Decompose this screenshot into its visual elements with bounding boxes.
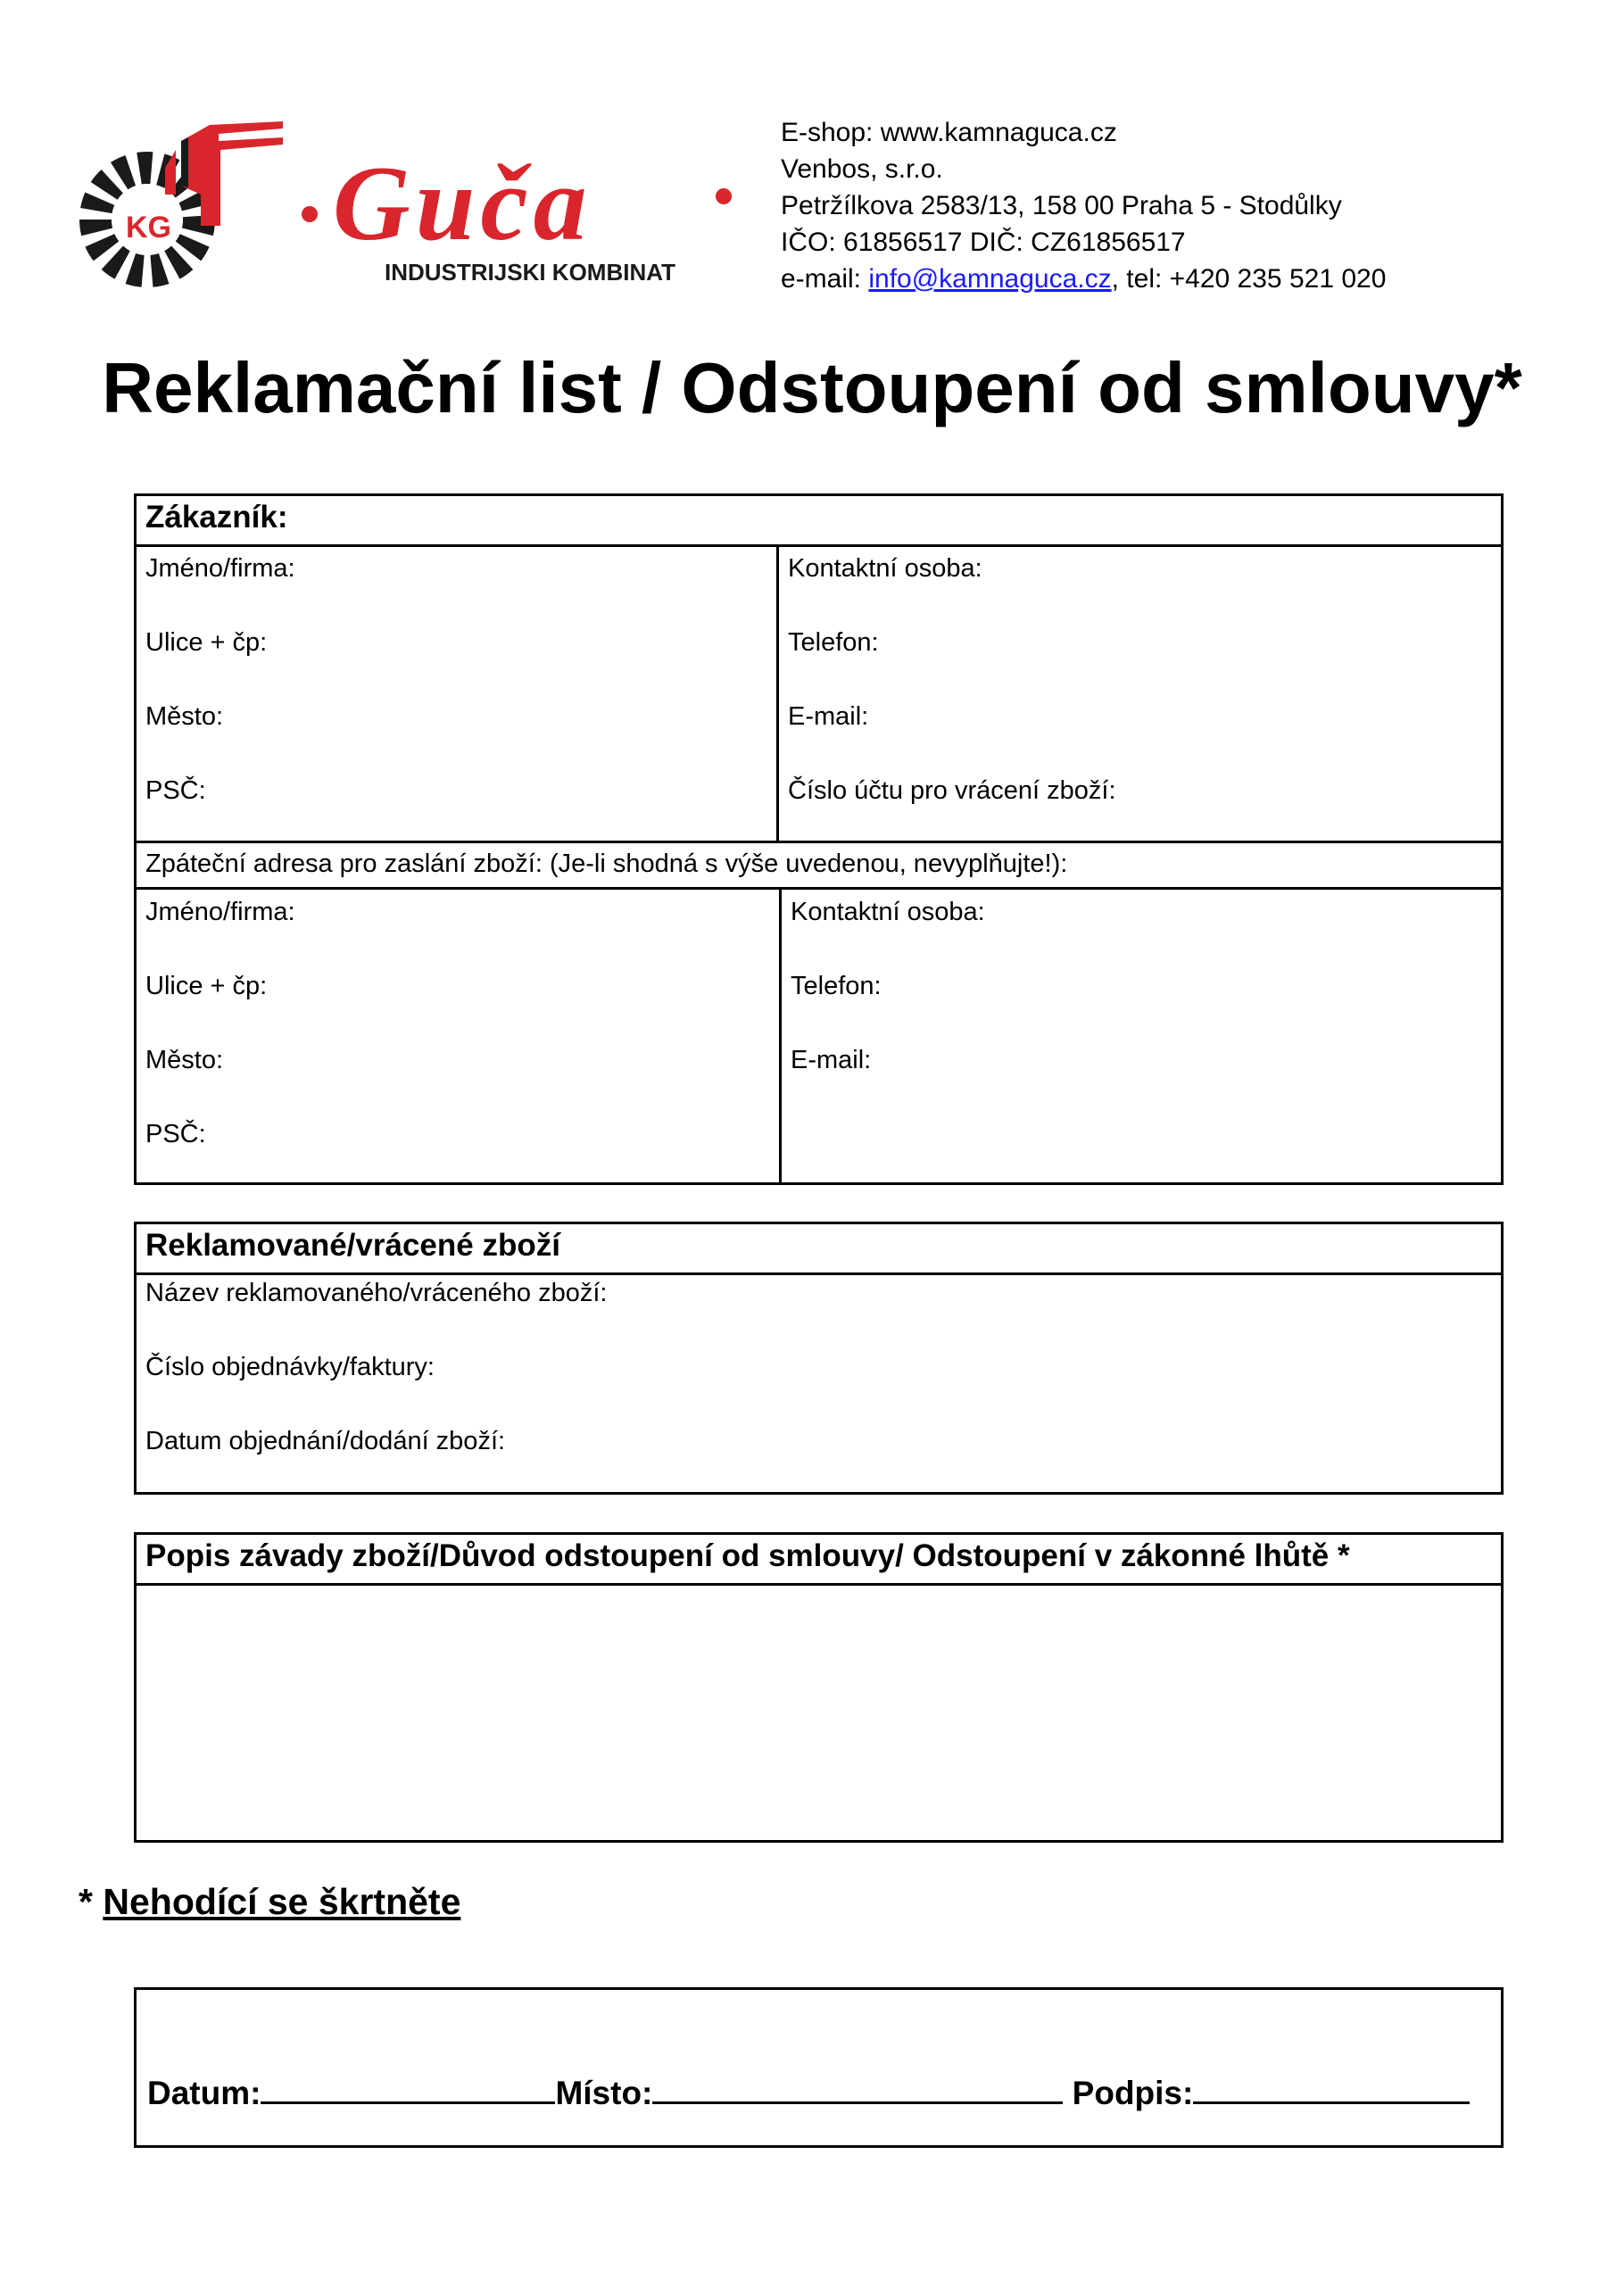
email-link[interactable]: info@kamnaguca.cz <box>868 264 1112 294</box>
customer-street-label[interactable]: Ulice + čp: <box>145 628 268 657</box>
page-title: Reklamační list / Odstoupení od smlouvy* <box>102 348 1522 427</box>
customer-city-label[interactable]: Město: <box>145 702 224 731</box>
return-street-label[interactable]: Ulice + čp: <box>145 972 268 1000</box>
defect-description-area[interactable] <box>137 1586 1501 1840</box>
goods-heading: Reklamované/vrácené zboží <box>137 1224 1501 1275</box>
phone-text: , tel: +420 235 521 020 <box>1111 264 1387 294</box>
defect-box <box>134 1532 1504 1843</box>
customer-heading: Zákazník: <box>137 496 1501 547</box>
note-text: Nehodící se škrtněte <box>103 1881 461 1922</box>
gear-emblem-icon <box>95 121 283 271</box>
company-name: Venbos, s.r.o. <box>781 154 943 184</box>
customer-name-label[interactable]: Jméno/firma: <box>145 554 295 583</box>
column-divider <box>776 544 779 841</box>
note-asterisk: * <box>79 1881 104 1922</box>
customer-account-label[interactable]: Číslo účtu pro vrácení zboží: <box>788 776 1116 805</box>
customer-phone-label[interactable]: Telefon: <box>788 628 879 657</box>
strike-note <box>79 1881 460 1923</box>
date-label: Datum: <box>147 2075 261 2111</box>
return-address-bottom-divider <box>137 887 1501 890</box>
return-city-label[interactable]: Město: <box>145 1046 224 1074</box>
return-name-label[interactable]: Jméno/firma: <box>145 898 295 926</box>
logo-monogram: KG <box>126 211 171 245</box>
goods-name-label[interactable]: Název reklamovaného/vráceného zboží: <box>145 1279 608 1307</box>
order-number-label[interactable]: Číslo objednávky/faktury: <box>145 1353 435 1381</box>
customer-email-label[interactable]: E-mail: <box>788 702 869 731</box>
signature-line <box>147 2075 1470 2112</box>
return-address-heading: Zpáteční adresa pro zaslání zboží: (Je-li shodná s výše uvedenou, nevyplňujte!): <box>145 850 1068 878</box>
email-prefix: e-mail: <box>781 264 869 294</box>
return-zip-label[interactable]: PSČ: <box>145 1120 206 1148</box>
email-phone-line <box>781 261 1386 297</box>
place-label: Místo: <box>555 2075 653 2111</box>
date-blank[interactable] <box>261 2075 555 2104</box>
eshop-text: E-shop: www.kamnaguca.cz <box>781 118 1117 147</box>
return-address-top-divider <box>137 841 1501 843</box>
return-phone-label[interactable]: Telefon: <box>791 972 882 1000</box>
sign-blank[interactable] <box>1193 2075 1470 2104</box>
company-address: Petržílkova 2583/13, 158 00 Praha 5 - Stodůlky <box>781 191 1342 220</box>
customer-box <box>134 493 1504 1185</box>
place-blank[interactable] <box>652 2075 1063 2104</box>
defect-heading: Popis závady zboží/Důvod odstoupení od smlouvy/ Odstoupení v zákonné lhůtě * <box>137 1535 1501 1586</box>
return-contact-label[interactable]: Kontaktní osoba: <box>791 898 985 926</box>
logo-ring-text <box>94 292 95 293</box>
return-column-divider <box>779 887 782 1185</box>
return-email-label[interactable]: E-mail: <box>791 1046 872 1074</box>
sign-label: Podpis: <box>1072 2075 1194 2111</box>
signature-box <box>134 1987 1504 2148</box>
logo-brand-text: Guča <box>333 144 592 262</box>
customer-contact-label[interactable]: Kontaktní osoba: <box>788 554 982 583</box>
company-logo <box>76 114 754 302</box>
contact-block <box>781 114 1386 297</box>
logo-subtitle: INDUSTRIJSKI KOMBINAT <box>385 259 675 286</box>
order-date-label[interactable]: Datum objednání/dodání zboží: <box>145 1427 506 1455</box>
goods-box <box>134 1222 1504 1495</box>
customer-zip-label[interactable]: PSČ: <box>145 776 206 805</box>
company-ids: IČO: 61856517 DIČ: CZ61856517 <box>781 228 1186 257</box>
